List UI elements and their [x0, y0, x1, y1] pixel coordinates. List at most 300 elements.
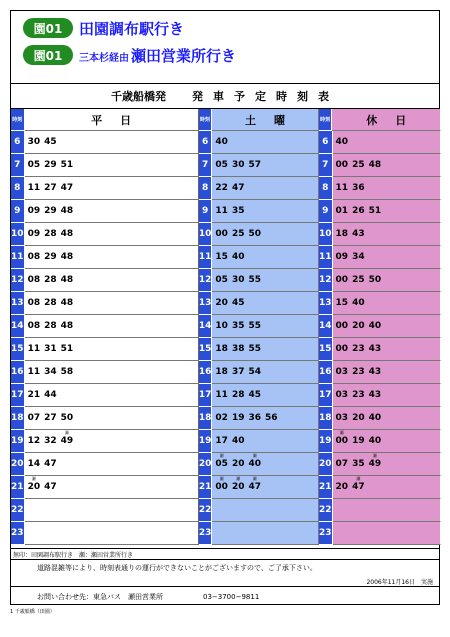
route-badge: 園01 [23, 18, 73, 38]
departure-minute [248, 476, 261, 492]
minute-value: 57 [248, 160, 261, 170]
hour-cell: 20 [199, 453, 213, 476]
saturday-minutes-cell [212, 200, 319, 223]
departure-minute [231, 476, 245, 492]
departure-minute [44, 252, 57, 262]
hour-cell: 13 [199, 292, 213, 315]
minute-value: 20 [352, 321, 365, 331]
minute-value: 05 [215, 459, 228, 469]
departure-minute [44, 206, 57, 216]
weekday-minutes-cell [25, 315, 199, 338]
departure-minute [352, 436, 365, 446]
saturday-minutes-cell [212, 407, 319, 430]
weekday-minutes-cell [25, 177, 199, 200]
departure-minute [232, 436, 245, 446]
departure-minute [232, 160, 245, 170]
departure-minute [215, 229, 228, 239]
destination-mark: 瀬 [31, 476, 36, 481]
minute-value: 11 [335, 183, 349, 193]
header-holiday: 休日 [332, 109, 441, 131]
hour-cell: 21 [199, 476, 213, 499]
weekday-minutes-cell [25, 476, 199, 499]
hour-cell: 6 [11, 131, 25, 154]
weekday-minutes-cell [25, 154, 199, 177]
holiday-minutes-cell [333, 154, 441, 177]
departure-minute [61, 206, 74, 216]
weekday-minutes-cell [25, 338, 199, 361]
departure-minute [215, 160, 228, 170]
minute-value: 49 [368, 459, 382, 469]
departure-minute [61, 321, 74, 331]
minute-value: 02 [215, 413, 228, 423]
departure-minute [369, 321, 382, 331]
hour-cell: 19 [11, 430, 25, 453]
hour-cell: 17 [199, 384, 213, 407]
saturday-minutes-cell [212, 453, 319, 476]
departure-minute [336, 459, 349, 469]
saturday-minutes-cell [212, 223, 319, 246]
timetable-row [11, 476, 441, 499]
departure-minute [248, 321, 261, 331]
minute-value: 11 [27, 344, 41, 354]
departure-minute [336, 206, 349, 216]
minute-value: 03 [335, 390, 349, 400]
destination-mark: 瀬 [219, 476, 224, 481]
departure-minute [28, 344, 41, 354]
saturday-minutes-cell [212, 338, 319, 361]
departure-minute [336, 298, 349, 308]
minute-value: 09 [27, 229, 41, 239]
timetable-row [11, 338, 441, 361]
departure-minute [368, 453, 382, 469]
minute-value: 47 [352, 482, 365, 492]
hour-cell: 16 [319, 361, 333, 384]
hour-cell: 9 [11, 200, 25, 223]
minute-value: 43 [368, 390, 382, 400]
minute-value: 12 [27, 436, 41, 446]
minute-value: 40 [231, 436, 245, 446]
weekday-minutes-cell [25, 361, 199, 384]
minute-value: 01 [335, 206, 349, 216]
minute-value: 20 [231, 459, 245, 469]
saturday-minutes-cell [212, 315, 319, 338]
minute-value: 00 [335, 321, 349, 331]
departure-minute [248, 275, 261, 285]
minute-value: 47 [248, 482, 261, 492]
destination-mark: 瀬 [252, 476, 257, 481]
departure-minute [215, 183, 228, 193]
departure-minute [369, 413, 382, 423]
minute-value: 28 [44, 298, 57, 308]
minute-value: 43 [352, 229, 365, 239]
timetable-row [11, 384, 441, 407]
hour-cell: 8 [11, 177, 25, 200]
timetable-row [11, 223, 441, 246]
hour-cell: 9 [199, 200, 213, 223]
departure-minute [44, 160, 57, 170]
minute-value: 11 [215, 206, 228, 216]
hour-cell: 18 [199, 407, 213, 430]
saturday-minutes-cell [212, 522, 319, 545]
hour-cell: 20 [11, 453, 25, 476]
departure-minute [369, 206, 382, 216]
minute-value: 35 [231, 321, 245, 331]
minute-value: 29 [44, 160, 57, 170]
minute-value: 32 [44, 436, 57, 446]
minute-value: 48 [60, 275, 74, 285]
minute-value: 31 [44, 344, 57, 354]
minute-value: 22 [215, 183, 228, 193]
effective-date: 2006年11月16日 実施 [366, 579, 433, 586]
minute-value: 00 [335, 436, 349, 446]
header-hour: 時刻 [199, 109, 213, 131]
route-destination-text: 瀬田営業所行き [131, 46, 237, 65]
departure-minute [61, 275, 74, 285]
hour-cell: 11 [11, 246, 25, 269]
holiday-minutes-cell [333, 384, 441, 407]
departure-minute [336, 367, 349, 377]
minute-value: 07 [335, 459, 349, 469]
holiday-minutes-cell [333, 430, 441, 453]
departure-minute [61, 252, 74, 262]
departure-minute [44, 275, 57, 285]
hour-cell: 14 [319, 315, 333, 338]
holiday-minutes-cell [333, 499, 441, 522]
minute-value: 08 [27, 321, 41, 331]
departure-minute [336, 275, 349, 285]
departure-minute [352, 344, 365, 354]
departure-minute [232, 367, 245, 377]
timetable-sheet [10, 10, 440, 605]
hour-cell: 10 [319, 223, 333, 246]
minute-value: 18 [215, 367, 228, 377]
departure-minute [248, 367, 261, 377]
departure-minute [369, 436, 382, 446]
weekday-minutes-cell [25, 430, 199, 453]
hour-cell: 22 [319, 499, 333, 522]
contact-info [11, 586, 439, 606]
hour-cell: 11 [319, 246, 333, 269]
hour-cell: 22 [11, 499, 25, 522]
minute-value: 15 [215, 252, 228, 262]
timetable-row [11, 453, 441, 476]
minute-value: 18 [335, 229, 349, 239]
departure-minute [28, 298, 41, 308]
departure-minute [336, 137, 349, 147]
minute-value: 00 [335, 344, 349, 354]
hour-cell: 13 [11, 292, 25, 315]
departure-minute [28, 229, 41, 239]
title-text: 発車予定時刻表 [192, 90, 339, 103]
route-badge: 園01 [23, 45, 73, 65]
minute-value: 47 [60, 183, 74, 193]
destination-mark: 瀬 [236, 476, 241, 481]
hour-cell: 8 [199, 177, 213, 200]
timetable-row [11, 177, 441, 200]
departure-minute [61, 413, 74, 423]
minute-value: 19 [231, 413, 245, 423]
departure-minute [215, 436, 228, 446]
saturday-minutes-cell [212, 269, 319, 292]
holiday-minutes-cell [333, 361, 441, 384]
route-destination-text: 田園調布駅行き [79, 19, 185, 38]
header-hour: 時刻 [319, 109, 333, 131]
saturday-minutes-cell [212, 246, 319, 269]
minute-value: 47 [231, 183, 245, 193]
minute-value: 40 [215, 137, 228, 147]
minute-value: 00 [215, 229, 228, 239]
minute-value: 40 [368, 321, 382, 331]
departure-minute [215, 413, 228, 423]
departure-minute [352, 459, 365, 469]
departure-minute [44, 321, 57, 331]
holiday-minutes-cell [333, 522, 441, 545]
hour-cell: 12 [199, 269, 213, 292]
departure-minute [44, 459, 57, 469]
weekday-minutes-cell [25, 223, 199, 246]
minute-value: 11 [27, 367, 41, 377]
departure-minute [232, 413, 245, 423]
departure-minute [336, 344, 349, 354]
minute-value: 23 [352, 367, 365, 377]
minute-value: 47 [44, 482, 57, 492]
departure-minute [60, 430, 74, 446]
hour-cell: 14 [11, 315, 25, 338]
departure-minute [44, 137, 57, 147]
minute-value: 49 [60, 436, 74, 446]
header-saturday: 土曜 [212, 109, 319, 131]
contact-label: お問い合わせ先：東急バス 瀬田営業所 [37, 592, 163, 601]
hour-cell: 15 [319, 338, 333, 361]
departure-minute [232, 344, 245, 354]
contact-phone: 03−3700−9811 [203, 592, 260, 601]
departure-minute [352, 229, 365, 239]
minute-value: 28 [231, 390, 245, 400]
departure-minute [28, 436, 41, 446]
weekday-minutes-cell [25, 269, 199, 292]
departure-minute [336, 413, 349, 423]
minute-value: 40 [248, 459, 261, 469]
header-row [11, 109, 441, 131]
destination-mark: 瀬 [339, 430, 344, 435]
hour-cell: 23 [319, 522, 333, 545]
timetable-row [11, 499, 441, 522]
minute-value: 28 [44, 321, 57, 331]
departure-minute [336, 183, 349, 193]
hour-cell: 11 [199, 246, 213, 269]
departure-minute [352, 252, 365, 262]
minute-value: 48 [368, 160, 382, 170]
route-destination [79, 45, 236, 66]
minute-value: 30 [27, 137, 41, 147]
minute-value: 28 [44, 229, 57, 239]
route-via: 三本杉経由 [79, 52, 129, 64]
minute-value: 11 [27, 183, 41, 193]
minute-value: 20 [231, 482, 245, 492]
departure-minute [369, 367, 382, 377]
weekday-minutes-cell [25, 292, 199, 315]
minute-value: 25 [352, 275, 365, 285]
departure-minute [232, 390, 245, 400]
minute-value: 28 [44, 275, 57, 285]
departure-minute [352, 413, 365, 423]
minute-value: 18 [215, 344, 228, 354]
minute-value: 05 [215, 275, 228, 285]
destination-mark: 瀬 [356, 476, 361, 481]
minute-value: 05 [215, 160, 228, 170]
timetable-grid [11, 109, 441, 545]
legend-note: 無印：田園調布駅行き 瀬：瀬田営業所行き [11, 548, 439, 560]
minute-value: 38 [231, 344, 245, 354]
minute-value: 23 [352, 344, 365, 354]
departure-minute [352, 367, 365, 377]
minute-value: 26 [352, 206, 365, 216]
holiday-minutes-cell [333, 476, 441, 499]
minute-value: 35 [352, 459, 365, 469]
departure-minute [336, 390, 349, 400]
departure-minute [232, 183, 245, 193]
hour-cell: 13 [319, 292, 333, 315]
hour-cell: 20 [319, 453, 333, 476]
hour-cell: 21 [11, 476, 25, 499]
departure-minute [27, 476, 41, 492]
minute-value: 20 [335, 482, 349, 492]
minute-value: 03 [335, 367, 349, 377]
departure-minute [44, 482, 57, 492]
minute-value: 27 [44, 413, 57, 423]
route-destination [79, 18, 184, 39]
minute-value: 15 [335, 298, 349, 308]
hour-cell: 18 [319, 407, 333, 430]
departure-minute [28, 183, 41, 193]
weekday-minutes-cell [25, 246, 199, 269]
minute-value: 10 [215, 321, 228, 331]
minute-value: 00 [335, 160, 349, 170]
departure-stop: 千歳船橋発 [111, 90, 166, 103]
timetable-row [11, 430, 441, 453]
departure-minute [61, 367, 74, 377]
departure-minute [369, 390, 382, 400]
departure-minute [248, 344, 261, 354]
departure-minute [44, 344, 57, 354]
departure-minute [336, 321, 349, 331]
departure-minute [61, 229, 74, 239]
minute-value: 00 [335, 275, 349, 285]
hour-cell: 18 [11, 407, 25, 430]
departure-minute [265, 413, 278, 423]
weekday-minutes-cell [25, 522, 199, 545]
hour-cell: 16 [199, 361, 213, 384]
minute-value: 25 [231, 229, 245, 239]
departure-minute [232, 298, 245, 308]
hour-cell: 14 [199, 315, 213, 338]
holiday-minutes-cell [333, 338, 441, 361]
minute-value: 48 [60, 252, 74, 262]
departure-minute [248, 453, 261, 469]
minute-value: 51 [60, 160, 74, 170]
destination-mark: 瀬 [219, 453, 224, 458]
minute-value: 05 [27, 160, 41, 170]
minute-value: 43 [368, 367, 382, 377]
departure-minute [61, 160, 74, 170]
departure-minute [215, 321, 228, 331]
timetable-title [11, 83, 439, 109]
departure-minute [352, 160, 365, 170]
departure-minute [44, 229, 57, 239]
departure-minute [232, 321, 245, 331]
minute-value: 19 [352, 436, 365, 446]
destination-mark: 瀬 [372, 453, 377, 458]
departure-minute [215, 298, 228, 308]
saturday-minutes-cell [212, 384, 319, 407]
departure-minute [44, 390, 57, 400]
hour-cell: 23 [11, 522, 25, 545]
minute-value: 55 [248, 344, 261, 354]
minute-value: 11 [215, 390, 228, 400]
minute-value: 50 [368, 275, 382, 285]
departure-minute [44, 367, 57, 377]
departure-minute [232, 459, 245, 469]
hour-cell: 19 [319, 430, 333, 453]
minute-value: 48 [60, 206, 74, 216]
header-weekday: 平日 [25, 109, 199, 131]
departure-minute [248, 413, 261, 423]
holiday-minutes-cell [333, 223, 441, 246]
minute-value: 51 [60, 344, 74, 354]
minute-value: 40 [368, 413, 382, 423]
departure-minute [28, 160, 41, 170]
minute-value: 03 [335, 413, 349, 423]
departure-minute [232, 252, 245, 262]
timetable-row [11, 154, 441, 177]
weekday-minutes-cell [25, 200, 199, 223]
minute-value: 21 [27, 390, 41, 400]
minute-value: 35 [231, 206, 245, 216]
hour-cell: 22 [199, 499, 213, 522]
minute-value: 50 [60, 413, 74, 423]
departure-minute [28, 390, 41, 400]
hour-cell: 7 [319, 154, 333, 177]
minute-value: 00 [215, 482, 228, 492]
departure-minute [352, 298, 365, 308]
hour-cell: 17 [319, 384, 333, 407]
departure-minute [352, 321, 365, 331]
weekday-minutes-cell [25, 407, 199, 430]
page-footer: 1 千歳船橋（田園） [10, 609, 55, 615]
minute-value: 08 [27, 252, 41, 262]
departure-minute [232, 275, 245, 285]
departure-minute [215, 453, 228, 469]
minute-value: 34 [352, 252, 365, 262]
destination-mark: 瀬 [252, 453, 257, 458]
minute-value: 25 [352, 160, 365, 170]
departure-minute [44, 298, 57, 308]
departure-minute [28, 413, 41, 423]
departure-minute [44, 183, 57, 193]
departure-minute [248, 160, 261, 170]
holiday-minutes-cell [333, 407, 441, 430]
hour-cell: 21 [319, 476, 333, 499]
minute-value: 20 [27, 482, 41, 492]
hour-cell: 9 [319, 200, 333, 223]
hour-cell: 7 [199, 154, 213, 177]
minute-value: 09 [27, 206, 41, 216]
weekday-minutes-cell [25, 131, 199, 154]
departure-minute [248, 390, 261, 400]
hour-cell: 7 [11, 154, 25, 177]
departure-minute [28, 275, 41, 285]
minute-value: 45 [231, 298, 245, 308]
